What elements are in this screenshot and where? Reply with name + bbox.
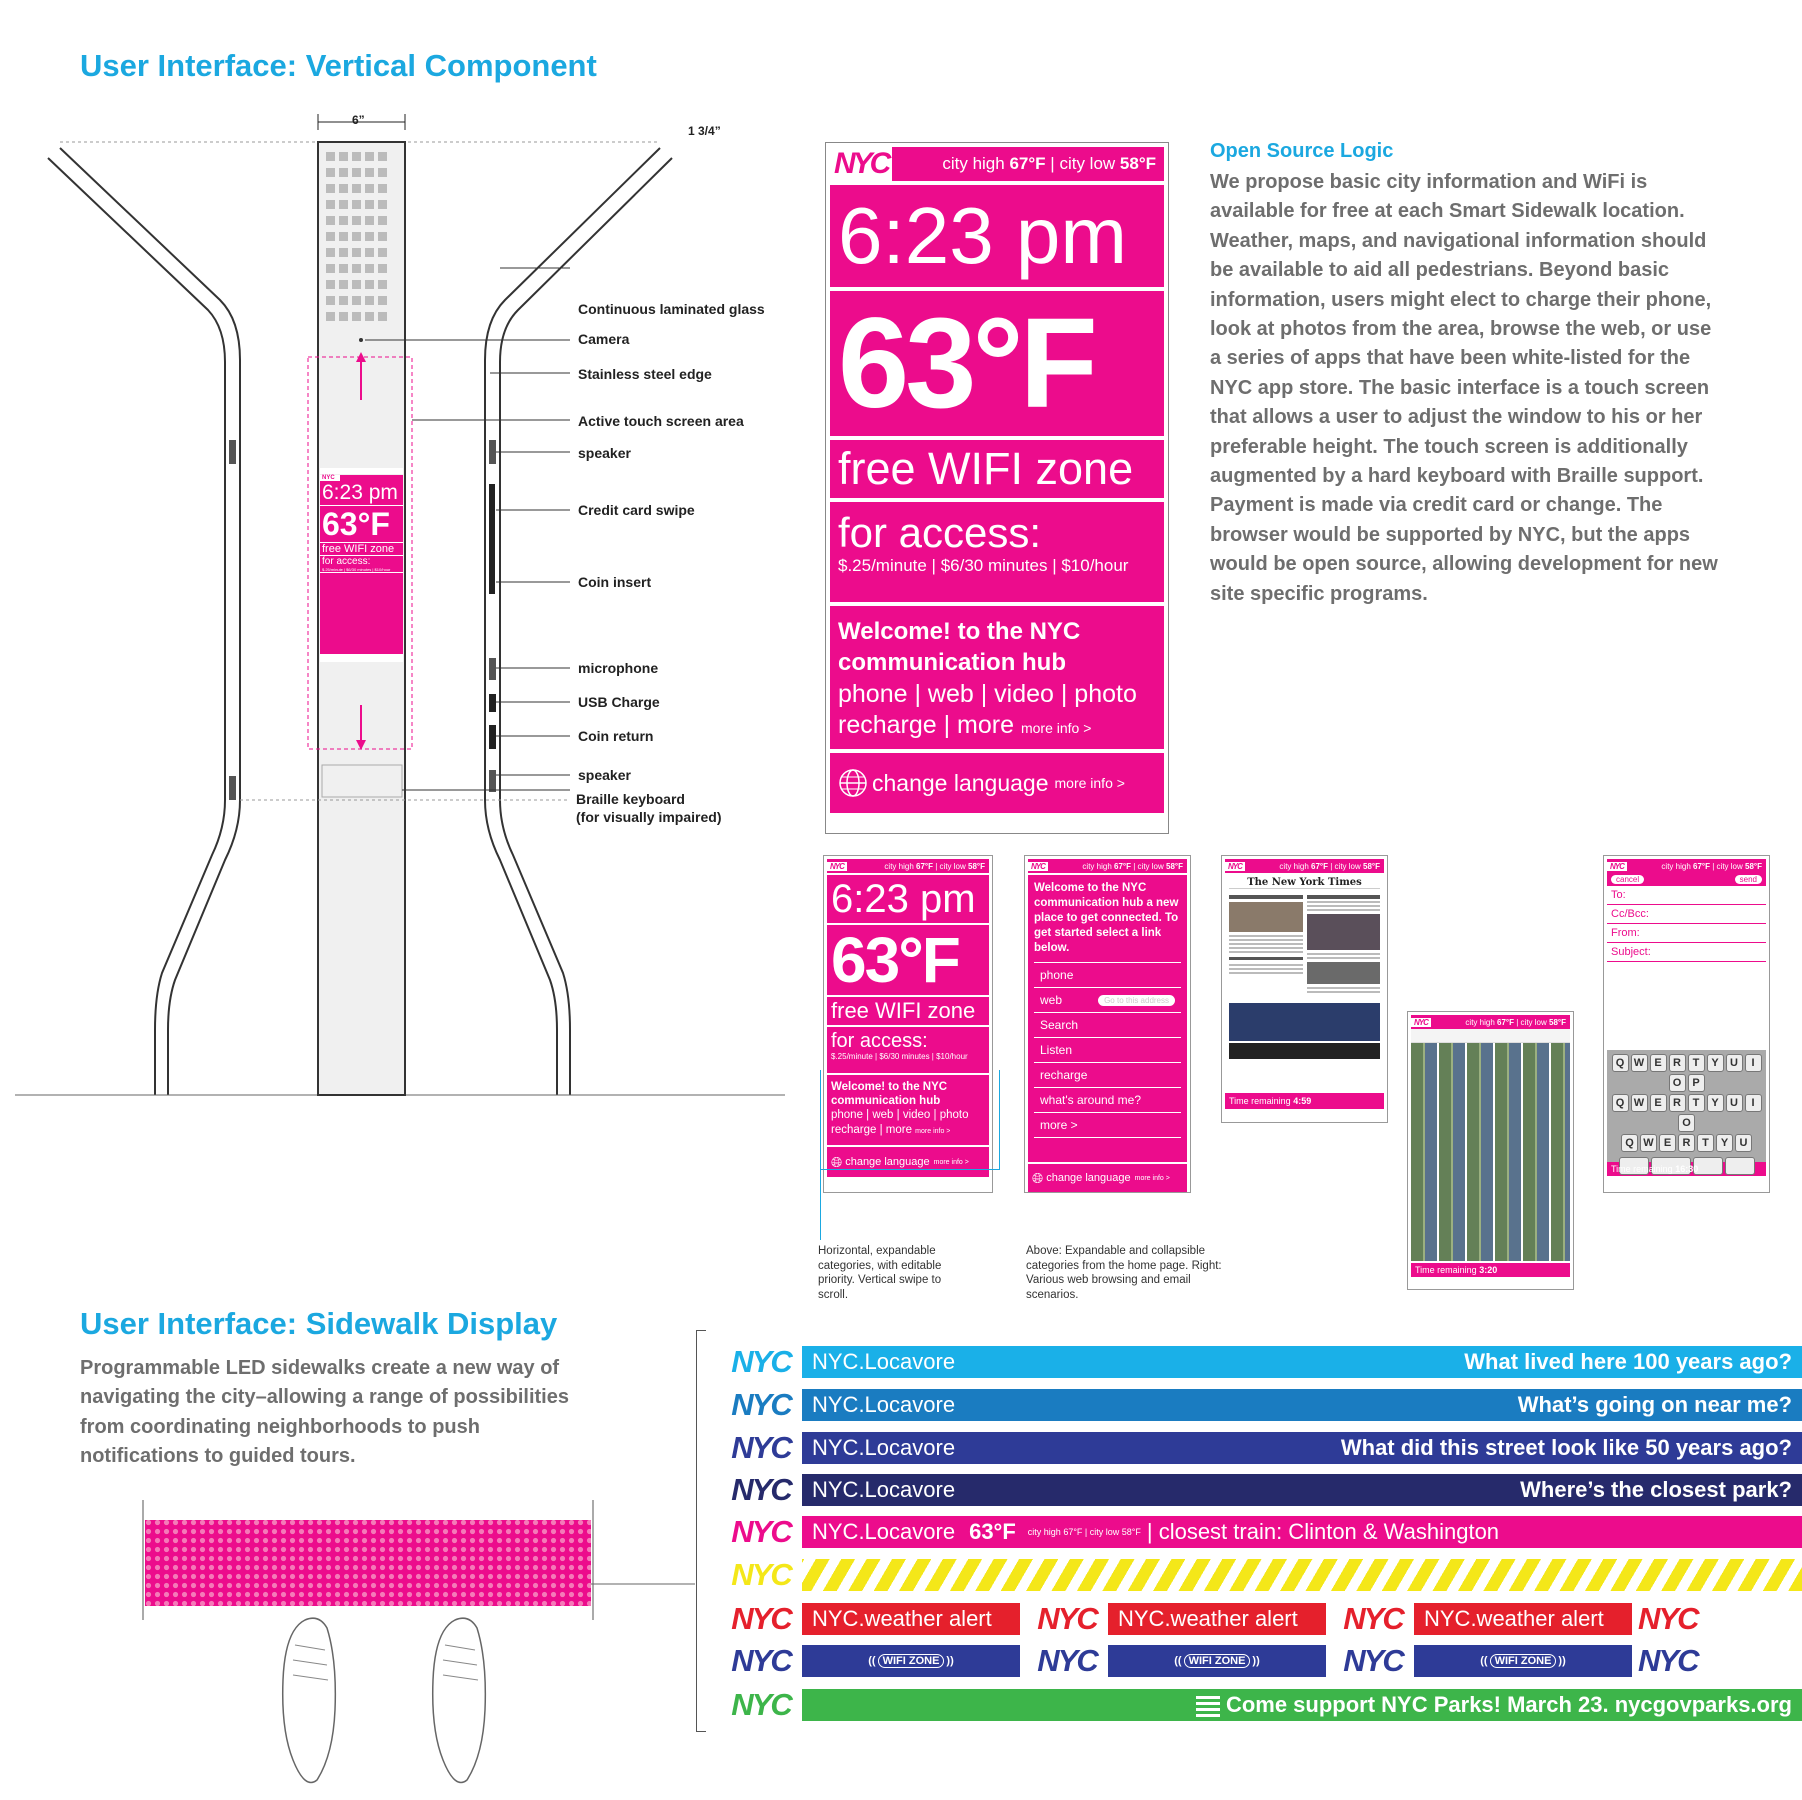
small-screen-email[interactable] bbox=[1603, 855, 1770, 1193]
band-wifi-text-1: WIFI ZONE bbox=[878, 1654, 945, 1668]
callout-steel: Stainless steel edge bbox=[578, 366, 712, 382]
s2-more-info[interactable]: more info > bbox=[1134, 1174, 1170, 1182]
s3-time-val: 4:59 bbox=[1293, 1096, 1312, 1106]
band-3-right: What did this street look like 50 years ago? bbox=[1340, 1435, 1792, 1460]
s3-time-label: Time remaining bbox=[1229, 1096, 1291, 1106]
band-alert-text-2: NYC.weather alert bbox=[1108, 1603, 1326, 1635]
s2-item-more[interactable]: more > bbox=[1034, 1113, 1181, 1138]
band-1 bbox=[720, 1346, 1802, 1378]
s2-item-web[interactable]: web bbox=[1040, 993, 1063, 1007]
key[interactable]: T bbox=[1697, 1134, 1714, 1152]
s2-intro: Welcome to the NYC communication hub a new place to get connected. To get started select a link below. bbox=[1034, 881, 1181, 963]
callout-coin: Coin insert bbox=[578, 574, 652, 590]
callout-usb: USB Charge bbox=[578, 694, 660, 710]
s1-more-info2[interactable]: more info > bbox=[933, 1158, 969, 1166]
callout-speaker2: speaker bbox=[578, 767, 631, 783]
band-alert bbox=[720, 1603, 1730, 1635]
nyt-masthead: The New York Times bbox=[1229, 877, 1380, 889]
more-info-link-2[interactable]: more info > bbox=[1054, 775, 1125, 791]
mini-wifi: free WIFI zone bbox=[320, 543, 403, 556]
band-green bbox=[720, 1689, 1802, 1721]
access-block bbox=[830, 502, 1164, 602]
small-screen-nyt[interactable] bbox=[1221, 855, 1388, 1123]
wifi-display: free WIFI zone bbox=[830, 440, 1164, 498]
mini-time: 6:23 pm bbox=[320, 481, 403, 506]
key[interactable]: O bbox=[1678, 1114, 1695, 1132]
mini-rates: $.25/minute | $6/30 minutes | $10/hour bbox=[320, 567, 403, 573]
callout-coinreturn: Coin return bbox=[578, 728, 654, 744]
band-3-left: NYC.Locavore bbox=[812, 1435, 956, 1460]
city-hl-s3: city high 67°F | city low 58°F bbox=[1279, 861, 1380, 871]
key[interactable]: Y bbox=[1716, 1134, 1733, 1152]
band-2-left: NYC.Locavore bbox=[812, 1392, 956, 1417]
s1-wifi: free WIFI zone bbox=[827, 997, 989, 1025]
change-language[interactable]: change language bbox=[872, 769, 1049, 796]
cc-field[interactable]: Cc/Bcc: bbox=[1607, 905, 1766, 924]
band-green-logo: NYC bbox=[731, 1687, 791, 1722]
depth-dim: 1 3/4” bbox=[688, 124, 721, 138]
sidewalk-para: Programmable LED sidewalks create a new way of navigating the city–allowing a range of possibilities from coordinating neighborhoods to push notifications to guided tours. bbox=[80, 1357, 569, 1468]
wifi-icon: (( bbox=[1174, 1655, 1182, 1667]
s2-item-around[interactable]: what's around me? bbox=[1034, 1088, 1181, 1113]
language-block[interactable] bbox=[830, 753, 1164, 813]
band-alert-logo-2: NYC bbox=[1037, 1601, 1097, 1636]
callout-camera: Camera bbox=[578, 331, 630, 347]
key[interactable]: T bbox=[1688, 1054, 1705, 1072]
nyt-page bbox=[1225, 873, 1384, 1093]
city-hl-s4: city high 67°F | city low 58°F bbox=[1465, 1017, 1566, 1027]
wifi-icon: )) bbox=[946, 1655, 954, 1667]
s1-time: 6:23 pm bbox=[827, 875, 989, 923]
s2-item-recharge[interactable]: recharge bbox=[1034, 1063, 1181, 1088]
band-1-right: What lived here 100 years ago? bbox=[1464, 1349, 1792, 1374]
band-wifi-logo-1: NYC bbox=[731, 1643, 791, 1678]
key[interactable]: O bbox=[1669, 1074, 1686, 1092]
band-2 bbox=[720, 1389, 1802, 1421]
band-yellow-stripes bbox=[802, 1559, 1802, 1591]
s1-access bbox=[827, 1027, 989, 1073]
key[interactable]: E bbox=[1650, 1054, 1667, 1072]
main-screen[interactable] bbox=[825, 142, 1169, 834]
s1-more-info[interactable]: more info > bbox=[915, 1128, 951, 1135]
mini-access: for access: bbox=[322, 556, 371, 567]
band-alert-logo-4: NYC bbox=[1638, 1601, 1698, 1636]
callout-touch: Active touch screen area bbox=[578, 413, 744, 429]
globe-icon-s1: 🌐︎ bbox=[831, 1153, 843, 1170]
s2-body bbox=[1028, 875, 1187, 1162]
callout-card: Credit card swipe bbox=[578, 502, 695, 518]
wifi-icon: )) bbox=[1252, 1655, 1260, 1667]
s1-welcome-text: Welcome! to the NYC communication hub bbox=[831, 1081, 948, 1107]
wifi-icon: (( bbox=[868, 1655, 876, 1667]
services-line1: phone | web | video | photo bbox=[838, 680, 1137, 708]
key[interactable]: R bbox=[1678, 1134, 1695, 1152]
band-4-logo: NYC bbox=[731, 1472, 791, 1507]
globe-icon bbox=[838, 768, 868, 798]
s2-item-phone[interactable]: phone bbox=[1034, 963, 1181, 988]
send-button[interactable]: send bbox=[1735, 875, 1762, 884]
band-wifi bbox=[720, 1645, 1730, 1677]
on-screen-keyboard[interactable] bbox=[1607, 1050, 1766, 1162]
caption-right: Above: Expandable and collapsible categories from the home page. Right: Various web browsing and email scenarios. bbox=[1026, 1245, 1222, 1301]
band-1-logo: NYC bbox=[731, 1344, 791, 1379]
wifi-icon: (( bbox=[1480, 1655, 1488, 1667]
small-screen-menu[interactable] bbox=[1024, 855, 1191, 1193]
sidewalk-title: User Interface: Sidewalk Display bbox=[80, 1306, 558, 1341]
band-alert-text-1: NYC.weather alert bbox=[802, 1603, 1020, 1635]
band-3-logo: NYC bbox=[731, 1430, 791, 1465]
s1-services: phone | web | video | photo bbox=[831, 1109, 969, 1121]
mini-logo: NYC bbox=[320, 475, 340, 481]
time-display: 6:23 pm bbox=[830, 185, 1164, 287]
nyc-logo-s3: NYC bbox=[1225, 862, 1245, 871]
kb-row-1 bbox=[1609, 1053, 1764, 1093]
nyc-logo: NYC bbox=[830, 147, 892, 181]
s1-access-title: for access: bbox=[831, 1030, 928, 1052]
small-screen-photos[interactable] bbox=[1407, 1011, 1574, 1290]
key[interactable]: I bbox=[1745, 1054, 1762, 1072]
key[interactable]: W bbox=[1640, 1134, 1657, 1152]
s1-access-rates: $.25/minute | $6/30 minutes | $10/hour bbox=[831, 1052, 968, 1061]
callout-speaker1: speaker bbox=[578, 445, 631, 461]
band-3 bbox=[720, 1432, 1802, 1464]
key[interactable]: U bbox=[1735, 1134, 1752, 1152]
key[interactable]: Q bbox=[1612, 1094, 1629, 1112]
nyc-logo-s2: NYC bbox=[1028, 862, 1048, 871]
kb-row-2 bbox=[1609, 1093, 1764, 1133]
from-field[interactable]: From: bbox=[1607, 924, 1766, 943]
access-title: for access: bbox=[838, 509, 1042, 556]
callout-mic: microphone bbox=[578, 660, 659, 676]
s4-timer bbox=[1411, 1263, 1570, 1277]
photo-grid[interactable] bbox=[1411, 1043, 1570, 1261]
nyc-logo-s1: NYC bbox=[827, 862, 847, 871]
s2-address-input[interactable]: Go to this address bbox=[1098, 995, 1175, 1006]
key[interactable]: W bbox=[1631, 1094, 1648, 1112]
s1-change-language[interactable]: change language bbox=[845, 1156, 930, 1168]
band-pink-hl: city high 67°F | city low 58°F bbox=[1027, 1527, 1141, 1537]
caption-left: Horizontal, expandable categories, with editable priority. Vertical swipe to scroll. bbox=[818, 1245, 942, 1301]
open-source-heading: Open Source Logic bbox=[1210, 140, 1394, 162]
s4-time-label: Time remaining bbox=[1415, 1265, 1477, 1275]
band-alert-text-3: NYC.weather alert bbox=[1414, 1603, 1632, 1635]
band-2-right: What’s going on near me? bbox=[1517, 1392, 1792, 1417]
key[interactable]: U bbox=[1726, 1094, 1743, 1112]
band-wifi-text-3: WIFI ZONE bbox=[1490, 1654, 1557, 1668]
key[interactable]: W bbox=[1631, 1054, 1648, 1072]
s4-time-val: 3:20 bbox=[1479, 1265, 1498, 1275]
band-wifi-logo-2: NYC bbox=[1037, 1643, 1097, 1678]
band-4 bbox=[720, 1474, 1802, 1506]
vertical-title: User Interface: Vertical Component bbox=[80, 48, 597, 83]
band-2-logo: NYC bbox=[731, 1387, 791, 1422]
s2-language[interactable] bbox=[1028, 1164, 1187, 1192]
width-dim: 6” bbox=[352, 113, 365, 127]
s3-timer bbox=[1225, 1093, 1384, 1109]
band-wifi-logo-4: NYC bbox=[1638, 1643, 1698, 1678]
to-field[interactable]: To: bbox=[1607, 886, 1766, 905]
key[interactable]: Y bbox=[1707, 1094, 1724, 1112]
cancel-button[interactable]: cancel bbox=[1611, 875, 1644, 884]
band-green-text: Come support NYC Parks! March 23. nycgovparks.org bbox=[1225, 1692, 1792, 1717]
callout-braille-sub: (for visually impaired) bbox=[576, 809, 722, 825]
city-hl-s1: city high 67°F | city low 58°F bbox=[884, 861, 985, 871]
open-source-body: We propose basic city information and WiFi is available for free at each Smart Sidewalk location. Weather, maps, and navigational information should be available to aid all pedestrians. Beyond basic information, users might elect to charge their phone, look at photos from the area, browse the web, or use a series of apps that have been white-listed for the NYC app store. The basic interface is a touch screen that allows a user to adjust the window to his or her preferable height. The touch screen is additionally augmented by a hard keyboard with Braille support. Payment is made via credit card or change. The browser would be supported by NYC, but the apps would be open source, allowing development for new site specific programs. bbox=[1210, 171, 1718, 605]
key[interactable]: T bbox=[1688, 1094, 1705, 1112]
band-wifi-logo-3: NYC bbox=[1343, 1643, 1403, 1678]
s5-time-val: 16:30 bbox=[1675, 1164, 1699, 1174]
band-4-left: NYC.Locavore bbox=[812, 1477, 956, 1502]
band-yellow bbox=[720, 1559, 1802, 1591]
band-4-right: Where’s the closest park? bbox=[1520, 1477, 1792, 1502]
wifi-icon: )) bbox=[1558, 1655, 1566, 1667]
qr-code-icon bbox=[1196, 1693, 1220, 1717]
subject-field[interactable]: Subject: bbox=[1607, 943, 1766, 962]
band-pink-temp: 63°F bbox=[969, 1519, 1016, 1544]
s2-item-search[interactable]: Search bbox=[1034, 1013, 1181, 1038]
services-line2: recharge | more bbox=[838, 711, 1015, 739]
mini-temp: 63°F bbox=[320, 506, 403, 543]
s2-change-language[interactable]: change language bbox=[1046, 1172, 1131, 1184]
key[interactable]: Q bbox=[1612, 1054, 1629, 1072]
band-pink-train: | closest train: Clinton & Washington bbox=[1146, 1519, 1500, 1544]
nyc-logo-s5: NYC bbox=[1607, 862, 1627, 871]
key[interactable]: I bbox=[1745, 1094, 1762, 1112]
band-alert-logo-1: NYC bbox=[731, 1601, 791, 1636]
key[interactable]: Y bbox=[1707, 1054, 1724, 1072]
key[interactable]: E bbox=[1650, 1094, 1667, 1112]
more-info-link[interactable]: more info > bbox=[1020, 720, 1092, 736]
s2-item-listen[interactable]: Listen bbox=[1034, 1038, 1181, 1063]
globe-icon-s2: 🌐︎ bbox=[1032, 1169, 1044, 1186]
s5-time-label: Time remaining bbox=[1611, 1164, 1673, 1174]
band-pink bbox=[720, 1516, 1802, 1548]
key[interactable]: U bbox=[1726, 1054, 1743, 1072]
access-rates: $.25/minute | $6/30 minutes | $10/hour bbox=[838, 556, 1129, 575]
nyc-logo-s4: NYC bbox=[1411, 1018, 1431, 1027]
key[interactable]: Q bbox=[1621, 1134, 1638, 1152]
key[interactable]: P bbox=[1688, 1074, 1705, 1092]
key[interactable]: R bbox=[1669, 1094, 1686, 1112]
s1-temp: 63°F bbox=[827, 925, 989, 995]
city-hl-s2: city high 67°F | city low 58°F bbox=[1082, 861, 1183, 871]
key[interactable]: E bbox=[1659, 1134, 1676, 1152]
callout-braille: Braille keyboard bbox=[576, 791, 685, 807]
key[interactable]: R bbox=[1669, 1054, 1686, 1072]
band-1-left: NYC.Locavore bbox=[812, 1349, 956, 1374]
temp-display: 63°F bbox=[830, 291, 1164, 436]
post-mini-screen bbox=[320, 475, 403, 660]
welcome-text: Welcome! to the NYC communication hub bbox=[838, 618, 1081, 676]
city-hl-s5: city high 67°F | city low 58°F bbox=[1661, 861, 1762, 871]
band-alert-logo-3: NYC bbox=[1343, 1601, 1403, 1636]
city-hl: city high 67°F | city low 58°F bbox=[942, 154, 1156, 173]
kb-row-3 bbox=[1609, 1133, 1764, 1153]
led-sidewalk-drawing bbox=[135, 1500, 605, 1800]
s1-services2: recharge | more bbox=[831, 1124, 912, 1136]
band-wifi-text-2: WIFI ZONE bbox=[1184, 1654, 1251, 1668]
band-pink-logo: NYC bbox=[731, 1514, 791, 1549]
callout-glass: Continuous laminated glass bbox=[578, 301, 765, 317]
welcome-block[interactable] bbox=[830, 606, 1164, 749]
band-pink-left: NYC.Locavore bbox=[812, 1519, 956, 1544]
band-yellow-logo: NYC bbox=[731, 1557, 791, 1592]
